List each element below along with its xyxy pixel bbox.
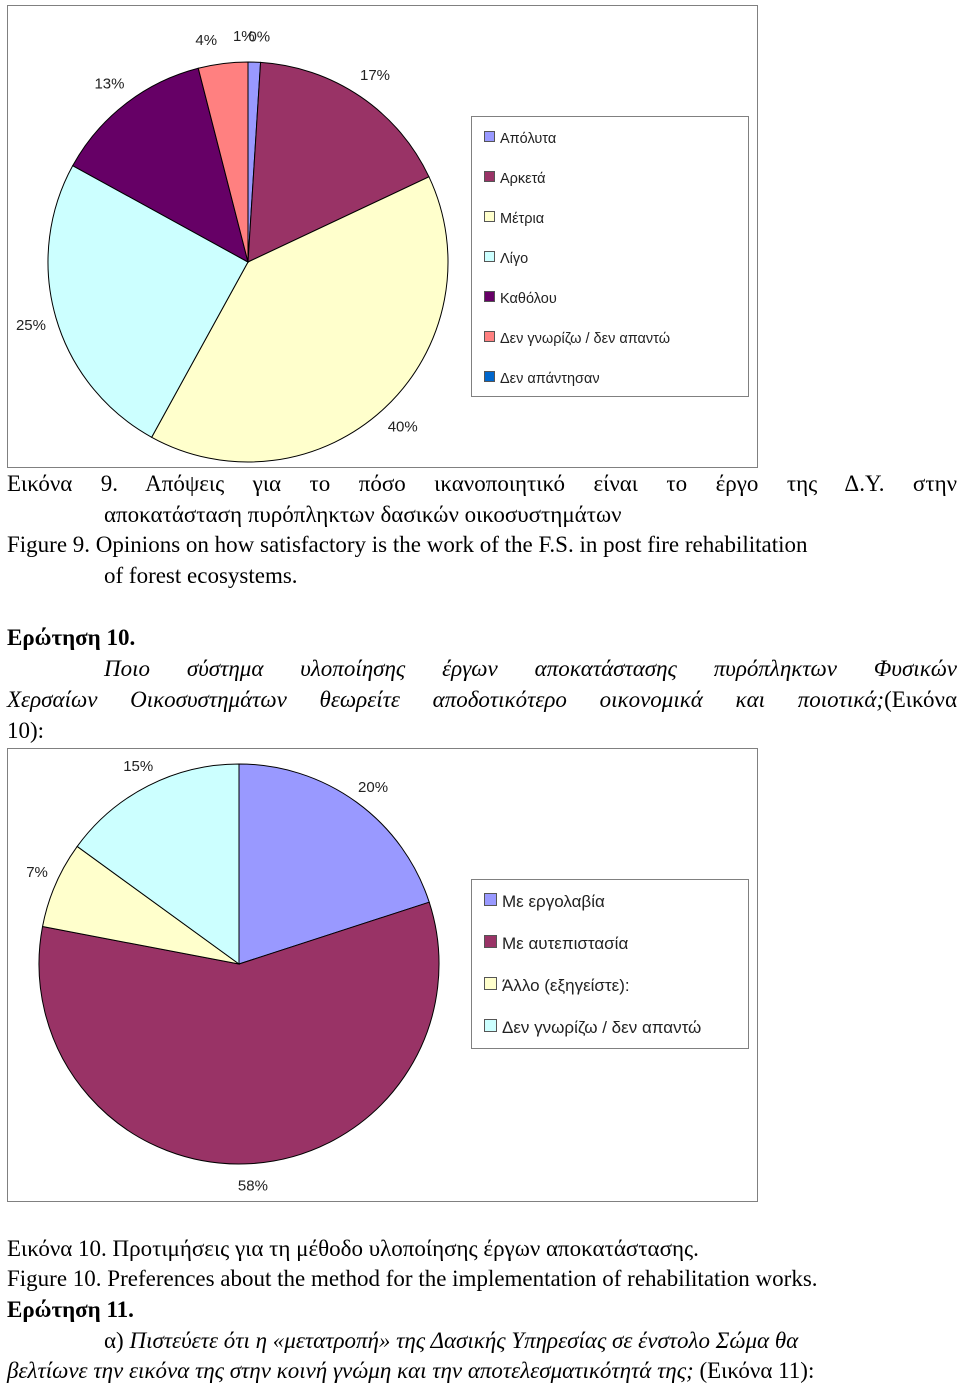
legend-label: Λίγο [500, 251, 529, 267]
legend-label: Αρκετά [500, 171, 546, 187]
legend-swatch [484, 1019, 497, 1032]
figure-9-legend [471, 116, 749, 397]
question-10-line2-text: Χερσαίων Οικοσυστημάτων θεωρείτε αποδοτικότερο οικονομικά και ποιοτικά; [7, 687, 885, 712]
figure-9-caption-english-line1: Figure 9. Opinions on how satisfactory is the work of the F.S. in post fire rehabilitation [7, 532, 808, 557]
legend-item [484, 211, 544, 227]
figure-9-caption-greek-line1: Εικόνα 9. Απόψεις για το πόσο ικανοποιητικό είναι το έργο της Δ.Υ. στην [7, 471, 957, 496]
pie-data-label: 13% [94, 75, 125, 93]
question-11-figure-ref: (Εικόνα 11): [693, 1358, 815, 1383]
figure-9-caption-english-line2: of forest ecosystems. [104, 563, 298, 588]
legend-label: Με εργολαβία [502, 892, 605, 911]
figure-10-legend [471, 879, 749, 1049]
pie-data-label: 17% [360, 67, 391, 85]
question-11-line2-text: βελτίωνε την εικόνα της στην κοινή γνώμη και την αποτελεσματικότητά της; [7, 1358, 694, 1383]
legend-swatch [484, 977, 497, 990]
legend-item [484, 977, 630, 994]
legend-item [484, 893, 605, 910]
legend-swatch [484, 371, 495, 382]
legend-item [484, 935, 628, 952]
question-10-figure-ref: (Εικόνα [884, 687, 957, 712]
question-11-prefix: α) [104, 1328, 130, 1353]
legend-label: Δεν γνωρίζω / δεν απαντώ [502, 1018, 702, 1037]
question-11-heading: Ερώτηση 11. [7, 1297, 134, 1322]
question-10-heading: Ερώτηση 10. [7, 625, 136, 650]
legend-swatch [484, 935, 497, 948]
legend-item [484, 1019, 701, 1036]
pie-data-label: 0% [248, 28, 271, 46]
pie-data-label: 40% [387, 418, 418, 436]
legend-label: Μέτρια [500, 211, 545, 227]
figure-10-chart [7, 748, 758, 1202]
legend-swatch [484, 331, 495, 342]
question-11-line2 [7, 1356, 957, 1386]
figure-10-caption-english: Figure 10. Preferences about the method for the implementation of rehabilitation works. [7, 1266, 818, 1291]
legend-label: Δεν απάντησαν [500, 371, 600, 387]
figure-9-chart [7, 5, 758, 468]
question-11-line1 [104, 1326, 957, 1356]
pie-data-label: 7% [26, 863, 48, 881]
figure-10-caption-greek: Εικόνα 10. Προτιμήσεις για τη μέθοδο υλοποίησης έργων αποκατάστασης. [7, 1236, 699, 1261]
question-10-line3: 10): [7, 718, 45, 743]
pie-data-label: 15% [123, 758, 154, 776]
legend-item [484, 291, 557, 307]
legend-swatch [484, 251, 495, 262]
figure-9-caption-greek-line2: αποκατάσταση πυρόπληκτων δασικών οικοσυστημάτων [104, 502, 622, 527]
question-10-line1: Ποιο σύστημα υλοποίησης έργων αποκατάστασης πυρόπληκτων Φυσικών [104, 656, 957, 681]
legend-swatch [484, 893, 497, 906]
legend-swatch [484, 211, 495, 222]
legend-item [484, 331, 670, 347]
pie-data-label: 25% [15, 317, 46, 335]
legend-item [484, 251, 528, 267]
question-11-line1-text: Πιστεύετε ότι η «μετατροπή» της Δασικής Υπηρεσίας σε ένστολο Σώμα θα [129, 1328, 799, 1353]
question-10-line2 [7, 685, 957, 715]
legend-swatch [484, 131, 495, 142]
legend-item [484, 131, 556, 147]
pie-data-label: 20% [358, 779, 389, 797]
legend-label: Άλλο (εξηγείστε): [502, 976, 630, 995]
legend-label: Απόλυτα [500, 131, 557, 147]
pie-data-label: 1% [232, 28, 255, 46]
pie-data-label: 58% [237, 1177, 268, 1195]
legend-swatch [484, 171, 495, 182]
legend-label: Με αυτεπιστασία [502, 934, 629, 953]
legend-item [484, 171, 546, 187]
legend-swatch [484, 291, 495, 302]
legend-label: Δεν γνωρίζω / δεν απαντώ [500, 331, 671, 347]
legend-item [484, 371, 600, 387]
pie-data-label: 4% [195, 31, 218, 49]
legend-label: Καθόλου [500, 291, 557, 307]
